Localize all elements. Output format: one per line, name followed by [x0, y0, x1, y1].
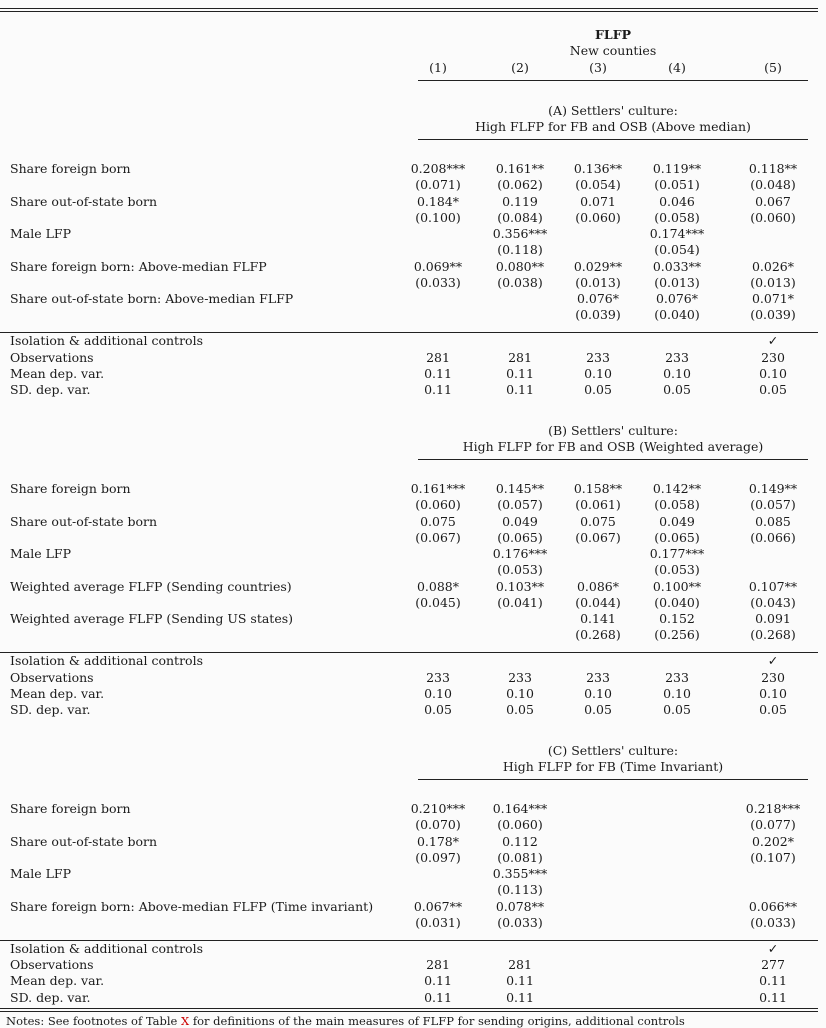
coefficient-cell: 0.145** [495, 481, 545, 496]
row-label: Male LFP [10, 226, 72, 242]
std-error-cell: (0.107) [750, 849, 796, 865]
coefficient-cell: 0.046 [659, 193, 695, 209]
coefficient-cell: 0.069** [413, 258, 463, 274]
std-error-cell: (0.013) [654, 274, 700, 290]
stat-value: 281 [426, 957, 450, 973]
std-error-cell: (0.060) [750, 209, 796, 225]
std-error-cell: (0.268) [575, 627, 621, 643]
stat-value: 0.11 [506, 382, 534, 398]
stat-value: 0.10 [759, 686, 787, 701]
stat-label: Isolation & additional controls [10, 653, 203, 669]
stat-value: 233 [508, 669, 532, 685]
column-header-1: (1) [429, 60, 447, 75]
notes-text: for definitions of the main measures of FLFP for sending origins, additional controls [189, 1014, 685, 1028]
coefficient-cell: 0.174*** [649, 226, 705, 242]
stat-value: 0.05 [506, 702, 534, 718]
coefficient-cell: 0.141 [580, 611, 616, 627]
row-label: Weighted average FLFP (Sending countries) [10, 578, 292, 594]
row-label: Share foreign born: Above-median FLFP (Time invariant) [10, 898, 374, 914]
coefficient-cell: 0.080** [495, 258, 545, 274]
std-error-cell: (0.061) [575, 497, 621, 512]
std-error-cell: (0.033) [415, 274, 461, 290]
coefficient-cell: 0.049 [659, 513, 695, 529]
coefficient-cell: 0.136** [573, 161, 623, 176]
std-error-cell: (0.058) [654, 497, 700, 512]
std-error-cell: (0.065) [497, 529, 543, 545]
coefficient-cell: 0.158** [573, 481, 623, 496]
panel-subtitle-0: High FLFP for FB and OSB (Above median) [475, 119, 751, 134]
stat-value: 233 [665, 669, 689, 685]
row-label: Share out-of-state born [10, 513, 158, 529]
panel-rule-0 [418, 139, 808, 140]
std-error-cell: (0.066) [750, 529, 796, 545]
coefficient-cell: 0.210*** [410, 801, 466, 816]
stat-value: 0.10 [663, 366, 691, 381]
sample-header: New counties [569, 43, 657, 58]
std-error-cell: (0.268) [750, 627, 796, 643]
coefficient-cell: 0.071* [751, 291, 795, 307]
std-error-cell: (0.097) [415, 849, 461, 865]
std-error-cell: (0.054) [575, 177, 621, 192]
std-error-cell: (0.043) [750, 594, 796, 610]
coefficient-cell: 0.161** [495, 161, 545, 176]
coefficient-cell: 0.091 [755, 611, 791, 627]
stat-label: Mean dep. var. [10, 973, 105, 989]
row-label: Male LFP [10, 866, 72, 882]
coefficient-cell: 0.075 [580, 513, 616, 529]
std-error-cell: (0.054) [654, 242, 700, 258]
std-error-cell: (0.033) [497, 914, 543, 930]
std-error-cell: (0.040) [654, 594, 700, 610]
std-error-cell: (0.057) [750, 497, 796, 512]
coefficient-cell: 0.218*** [745, 801, 801, 816]
coefficient-cell: 0.161*** [410, 481, 466, 496]
coefficient-cell: 0.075 [420, 513, 456, 529]
std-error-cell: (0.051) [654, 177, 700, 192]
stat-label: Isolation & additional controls [10, 333, 203, 349]
coefficient-cell: 0.067** [413, 898, 463, 914]
stat-value: 230 [761, 669, 785, 685]
coefficient-cell: 0.107** [748, 578, 798, 594]
coefficient-cell: 0.119** [652, 161, 702, 176]
std-error-cell: (0.048) [750, 177, 796, 192]
stat-value: 281 [508, 349, 532, 365]
bottom-rule [0, 1008, 818, 1009]
stat-value: 0.10 [506, 686, 534, 701]
coefficient-cell: 0.033** [652, 258, 702, 274]
coefficient-cell: 0.100** [652, 578, 702, 594]
coefficient-cell: 0.177*** [649, 546, 705, 562]
stat-value: 0.05 [424, 702, 452, 718]
notes-prefix: Notes: See footnotes of Table [6, 1014, 181, 1028]
std-error-cell: (0.067) [575, 529, 621, 545]
std-error-cell: (0.060) [575, 209, 621, 225]
std-error-cell: (0.077) [750, 817, 796, 832]
std-error-cell: (0.033) [750, 914, 796, 930]
std-error-cell: (0.038) [497, 274, 543, 290]
checkmark-icon: ✓ [767, 940, 779, 956]
std-error-cell: (0.118) [497, 242, 543, 258]
table-notes [6, 1014, 685, 1028]
std-error-cell: (0.041) [497, 594, 543, 610]
coefficient-cell: 0.049 [502, 513, 538, 529]
coefficient-cell: 0.086* [576, 578, 620, 594]
stat-value: 0.11 [424, 989, 452, 1005]
stat-value: 0.10 [424, 686, 452, 701]
row-label: Share out-of-state born [10, 833, 158, 849]
std-error-cell: (0.065) [654, 529, 700, 545]
coefficient-cell: 0.118** [748, 161, 798, 176]
std-error-cell: (0.060) [415, 497, 461, 512]
stat-value: 0.10 [759, 366, 787, 381]
row-label: Share foreign born: Above-median FLFP [10, 258, 267, 274]
coefficient-cell: 0.152 [659, 611, 695, 627]
std-error-cell: (0.058) [654, 209, 700, 225]
coefficient-cell: 0.164*** [492, 801, 548, 816]
std-error-cell: (0.067) [415, 529, 461, 545]
stat-value: 0.11 [759, 989, 787, 1005]
stat-value: 281 [508, 957, 532, 973]
stat-value: 233 [586, 349, 610, 365]
stat-value: 233 [586, 669, 610, 685]
stat-value: 0.11 [424, 382, 452, 398]
std-error-cell: (0.100) [415, 209, 461, 225]
column-header-4: (4) [668, 60, 686, 75]
stat-label: Mean dep. var. [10, 366, 105, 381]
coefficient-cell: 0.103** [495, 578, 545, 594]
row-label: Share foreign born [10, 161, 131, 176]
row-label: Male LFP [10, 546, 72, 562]
top-rule-2 [0, 11, 818, 12]
coefficient-cell: 0.184* [416, 193, 460, 209]
stat-value: 0.11 [506, 989, 534, 1005]
std-error-cell: (0.057) [497, 497, 543, 512]
std-error-cell: (0.053) [654, 562, 700, 578]
stat-value: 0.05 [759, 382, 787, 398]
std-error-cell: (0.013) [750, 274, 796, 290]
stat-label: Observations [10, 669, 94, 685]
std-error-cell: (0.062) [497, 177, 543, 192]
coefficient-cell: 0.029** [573, 258, 623, 274]
column-header-3: (3) [589, 60, 607, 75]
coefficient-cell: 0.176*** [492, 546, 548, 562]
std-error-cell: (0.113) [497, 882, 543, 898]
coefficient-cell: 0.208*** [410, 161, 466, 176]
stat-label: SD. dep. var. [10, 702, 91, 718]
stat-value: 233 [665, 349, 689, 365]
stat-value: 0.11 [506, 973, 534, 989]
panel-subtitle-2: High FLFP for FB (Time Invariant) [502, 759, 724, 774]
table-reference-link[interactable]: X [181, 1014, 190, 1028]
panel-title-1: (B) Settlers' culture: [548, 423, 678, 438]
std-error-cell: (0.070) [415, 817, 461, 832]
stat-value: 0.05 [663, 702, 691, 718]
coefficient-cell: 0.178* [416, 833, 460, 849]
stat-value: 0.05 [584, 382, 612, 398]
panel-title-0: (A) Settlers' culture: [548, 103, 678, 118]
coefficient-cell: 0.076* [655, 291, 699, 307]
dep-var-header: FLFP [595, 27, 631, 42]
stat-value: 0.11 [424, 973, 452, 989]
stat-label: SD. dep. var. [10, 382, 91, 398]
std-error-cell: (0.084) [497, 209, 543, 225]
coefficient-cell: 0.355*** [492, 866, 548, 882]
top-rule [0, 8, 818, 9]
coefficient-cell: 0.085 [755, 513, 791, 529]
stat-value: 230 [761, 349, 785, 365]
std-error-cell: (0.039) [575, 307, 621, 323]
stat-value: 0.05 [759, 702, 787, 718]
stat-value: 0.10 [584, 686, 612, 701]
stat-label: Observations [10, 349, 94, 365]
std-error-cell: (0.044) [575, 594, 621, 610]
column-header-5: (5) [764, 60, 782, 75]
std-error-cell: (0.039) [750, 307, 796, 323]
stat-value: 0.05 [663, 382, 691, 398]
checkmark-icon: ✓ [767, 333, 779, 349]
std-error-cell: (0.045) [415, 594, 461, 610]
coefficient-cell: 0.026* [751, 258, 795, 274]
header-rule [418, 80, 808, 81]
std-error-cell: (0.060) [497, 817, 543, 832]
panel-rule-1 [418, 459, 808, 460]
stat-value: 277 [761, 957, 785, 973]
checkmark-icon: ✓ [767, 653, 779, 669]
std-error-cell: (0.071) [415, 177, 461, 192]
stat-value: 0.10 [584, 366, 612, 381]
bottom-rule-2 [0, 1011, 818, 1012]
std-error-cell: (0.013) [575, 274, 621, 290]
stat-label: Observations [10, 957, 94, 973]
stat-value: 0.10 [663, 686, 691, 701]
coefficient-cell: 0.142** [652, 481, 702, 496]
column-header-2: (2) [511, 60, 529, 75]
row-label: Share foreign born [10, 801, 131, 816]
coefficient-cell: 0.088* [416, 578, 460, 594]
coefficient-cell: 0.076* [576, 291, 620, 307]
coefficient-cell: 0.071 [580, 193, 616, 209]
std-error-cell: (0.081) [497, 849, 543, 865]
stat-value: 0.11 [424, 366, 452, 381]
stat-value: 281 [426, 349, 450, 365]
panel-rule-2 [418, 779, 808, 780]
row-label: Share foreign born [10, 481, 131, 496]
stat-value: 233 [426, 669, 450, 685]
coefficient-cell: 0.112 [502, 833, 538, 849]
coefficient-cell: 0.356*** [492, 226, 548, 242]
stat-label: Isolation & additional controls [10, 940, 203, 956]
coefficient-cell: 0.067 [755, 193, 791, 209]
stat-label: Mean dep. var. [10, 686, 105, 701]
panel-subtitle-1: High FLFP for FB and OSB (Weighted average) [462, 439, 764, 454]
panel-title-2: (C) Settlers' culture: [547, 743, 679, 758]
row-label: Share out-of-state born: Above-median FLFP [10, 291, 294, 307]
stat-label: SD. dep. var. [10, 989, 91, 1005]
stat-value: 0.11 [506, 366, 534, 381]
std-error-cell: (0.053) [497, 562, 543, 578]
coefficient-cell: 0.149** [748, 481, 798, 496]
std-error-cell: (0.256) [654, 627, 700, 643]
row-label: Share out-of-state born [10, 193, 158, 209]
stat-value: 0.11 [759, 973, 787, 989]
coefficient-cell: 0.078** [495, 898, 545, 914]
stat-value: 0.05 [584, 702, 612, 718]
std-error-cell: (0.031) [415, 914, 461, 930]
coefficient-cell: 0.066** [748, 898, 798, 914]
coefficient-cell: 0.119 [502, 193, 538, 209]
coefficient-cell: 0.202* [751, 833, 795, 849]
row-label: Weighted average FLFP (Sending US states) [10, 611, 294, 627]
std-error-cell: (0.040) [654, 307, 700, 323]
